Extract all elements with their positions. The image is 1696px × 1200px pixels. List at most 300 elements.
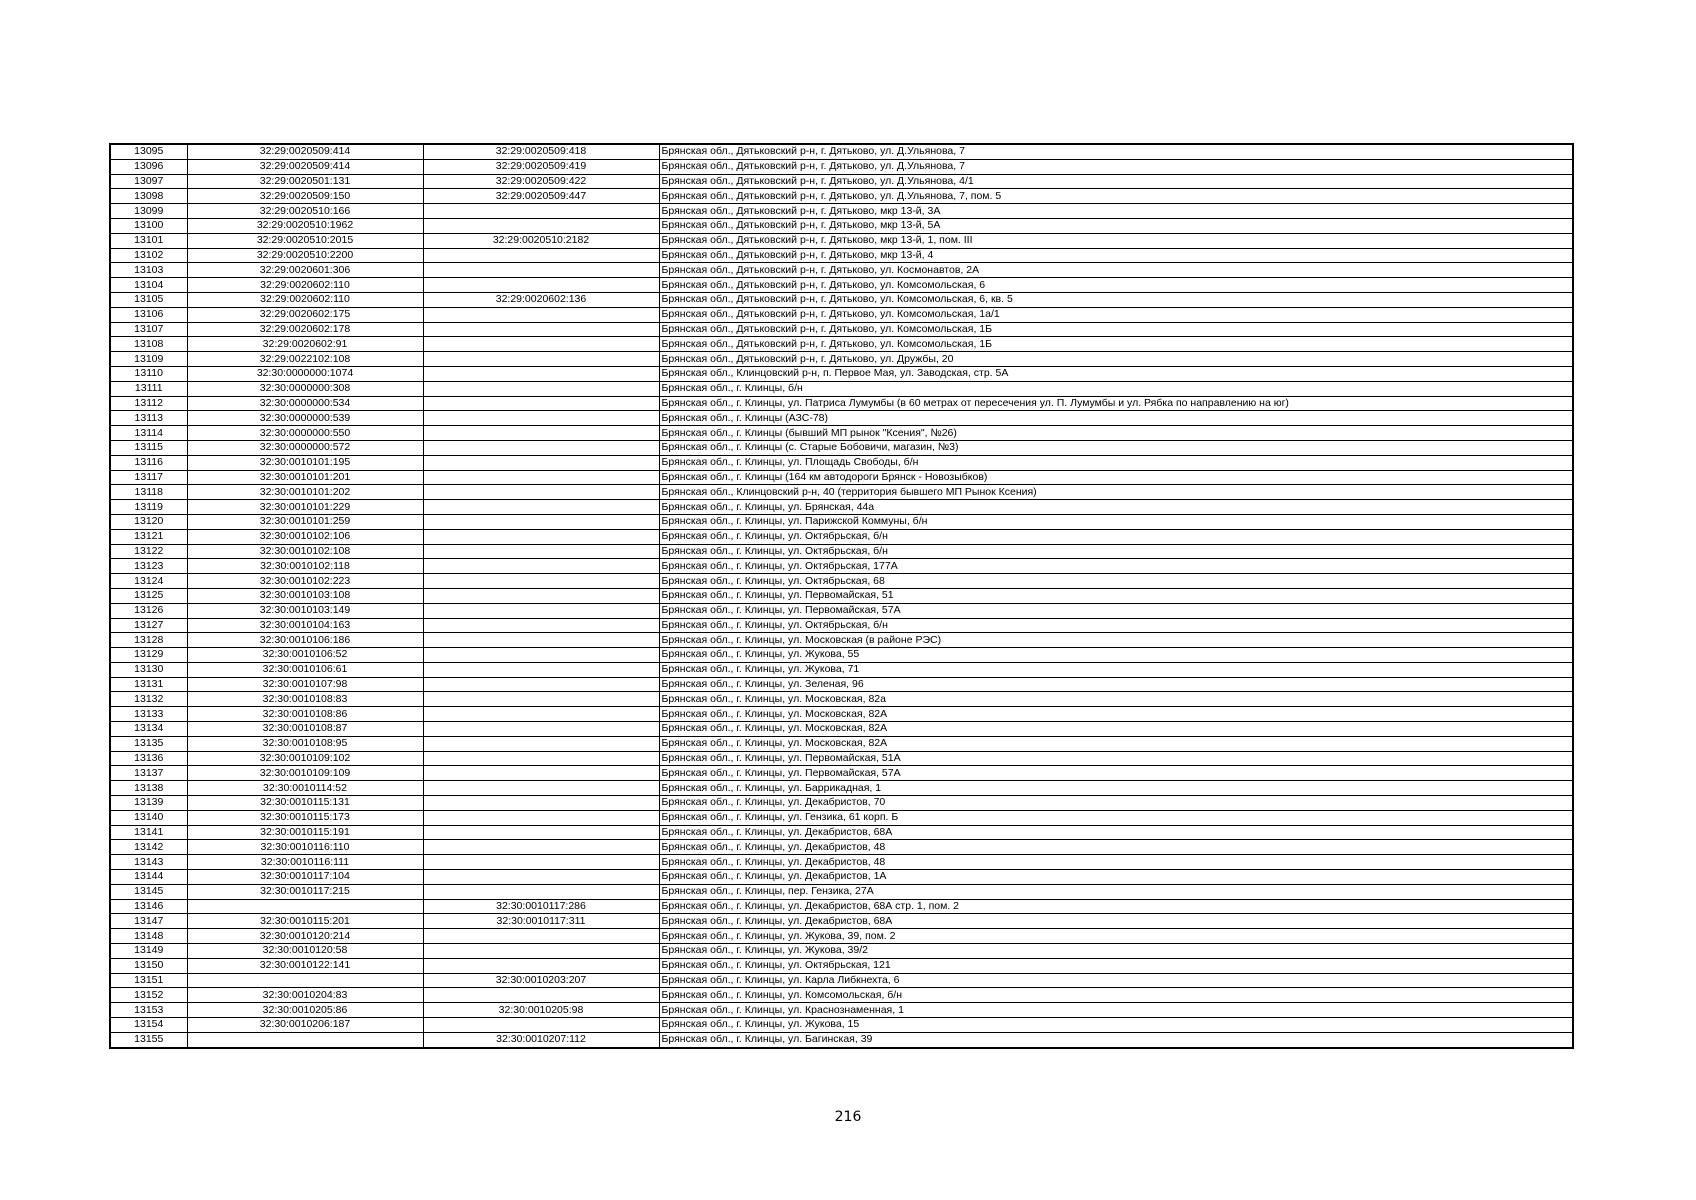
page-number: 216	[834, 1109, 862, 1125]
row-number-cell: 13115	[110, 440, 187, 455]
row-number-cell: 13152	[110, 988, 187, 1003]
linked-cadastral-number-cell	[423, 722, 659, 737]
row-number-cell: 13103	[110, 263, 187, 278]
table-row	[110, 603, 1573, 618]
row-number-cell: 13102	[110, 248, 187, 263]
table-row	[110, 707, 1573, 722]
cadastral-number-cell: 32:30:0010204:83	[187, 988, 423, 1003]
cadastral-number-cell: 32:30:0010108:87	[187, 722, 423, 737]
table-row	[110, 337, 1573, 352]
table-row	[110, 692, 1573, 707]
address-cell: Брянская обл., г. Клинцы, ул. Первомайская, 51	[659, 588, 1573, 603]
table-row	[110, 944, 1573, 959]
table-row	[110, 796, 1573, 811]
address-cell: Брянская обл., г. Клинцы, ул. Октябрьская, 121	[659, 958, 1573, 973]
row-number-cell: 13101	[110, 233, 187, 248]
linked-cadastral-number-cell	[423, 278, 659, 293]
cadastral-number-cell: 32:30:0010104:163	[187, 618, 423, 633]
cadastral-number-cell: 32:30:0010108:83	[187, 692, 423, 707]
linked-cadastral-number-cell	[423, 248, 659, 263]
row-number-cell: 13127	[110, 618, 187, 633]
address-cell: Брянская обл., г. Клинцы, ул. Московская, 82А	[659, 722, 1573, 737]
table-row	[110, 1003, 1573, 1018]
table-row	[110, 322, 1573, 337]
row-number-cell: 13147	[110, 914, 187, 929]
row-number-cell: 13099	[110, 204, 187, 219]
table-row	[110, 810, 1573, 825]
cadastral-number-cell: 32:30:0010205:86	[187, 1003, 423, 1018]
cadastral-number-cell: 32:30:0010101:259	[187, 514, 423, 529]
table-row	[110, 544, 1573, 559]
address-cell: Брянская обл., Дятьковский р-н, г. Дятьково, ул. Комсомольская, 1а/1	[659, 307, 1573, 322]
row-number-cell: 13137	[110, 766, 187, 781]
table-row	[110, 633, 1573, 648]
linked-cadastral-number-cell: 32:30:0010205:98	[423, 1003, 659, 1018]
address-cell: Брянская обл., Дятьковский р-н, г. Дятьково, мкр 13-й, 4	[659, 248, 1573, 263]
table-row	[110, 278, 1573, 293]
row-number-cell: 13129	[110, 648, 187, 663]
table-row	[110, 426, 1573, 441]
cadastral-number-cell: 32:30:0010115:191	[187, 825, 423, 840]
cadastral-number-cell: 32:29:0020509:414	[187, 159, 423, 174]
address-cell: Брянская обл., г. Клинцы, ул. Декабристов, 68А	[659, 914, 1573, 929]
address-cell: Брянская обл., Дятьковский р-н, г. Дятьково, ул. Комсомольская, 6, кв. 5	[659, 292, 1573, 307]
row-number-cell: 13150	[110, 958, 187, 973]
table-row	[110, 559, 1573, 574]
linked-cadastral-number-cell	[423, 988, 659, 1003]
linked-cadastral-number-cell	[423, 870, 659, 885]
address-cell: Брянская обл., г. Клинцы, ул. Зеленая, 96	[659, 677, 1573, 692]
linked-cadastral-number-cell	[423, 574, 659, 589]
row-number-cell: 13112	[110, 396, 187, 411]
cadastral-number-cell: 32:30:0010101:201	[187, 470, 423, 485]
linked-cadastral-number-cell	[423, 426, 659, 441]
row-number-cell: 13142	[110, 840, 187, 855]
table-row	[110, 958, 1573, 973]
linked-cadastral-number-cell	[423, 648, 659, 663]
cadastral-number-cell: 32:29:0020602:91	[187, 337, 423, 352]
row-number-cell: 13119	[110, 500, 187, 515]
row-number-cell: 13144	[110, 870, 187, 885]
address-cell: Брянская обл., г. Клинцы (АЗС-78)	[659, 411, 1573, 426]
cadastral-number-cell: 32:30:0010101:202	[187, 485, 423, 500]
linked-cadastral-number-cell	[423, 352, 659, 367]
row-number-cell: 13139	[110, 796, 187, 811]
address-cell: Брянская обл., г. Клинцы, ул. Московская, 82а	[659, 692, 1573, 707]
linked-cadastral-number-cell	[423, 766, 659, 781]
address-cell: Брянская обл., Дятьковский р-н, г. Дятьково, ул. Комсомольская, 6	[659, 278, 1573, 293]
cadastral-number-cell	[187, 973, 423, 988]
table-row	[110, 144, 1573, 159]
cadastral-number-cell: 32:29:0020510:2200	[187, 248, 423, 263]
cadastral-number-cell: 32:30:0010117:104	[187, 870, 423, 885]
address-cell: Брянская обл., г. Клинцы, ул. Декабристов, 68А стр. 1, пом. 2	[659, 899, 1573, 914]
linked-cadastral-number-cell	[423, 958, 659, 973]
linked-cadastral-number-cell	[423, 588, 659, 603]
table-row	[110, 870, 1573, 885]
linked-cadastral-number-cell	[423, 485, 659, 500]
cadastral-number-cell: 32:30:0010115:173	[187, 810, 423, 825]
cadastral-number-cell	[187, 899, 423, 914]
row-number-cell: 13100	[110, 218, 187, 233]
linked-cadastral-number-cell	[423, 840, 659, 855]
row-number-cell: 13122	[110, 544, 187, 559]
address-cell: Брянская обл., Дятьковский р-н, г. Дятьково, ул. Дружбы, 20	[659, 352, 1573, 367]
cadastral-number-cell: 32:30:0010102:118	[187, 559, 423, 574]
address-cell: Брянская обл., г. Клинцы, ул. Баррикадная, 1	[659, 781, 1573, 796]
address-cell: Брянская обл., Дятьковский р-н, г. Дятьково, мкр 13-й, 1, пом. III	[659, 233, 1573, 248]
table-row	[110, 574, 1573, 589]
linked-cadastral-number-cell	[423, 529, 659, 544]
table-row	[110, 840, 1573, 855]
linked-cadastral-number-cell: 32:29:0020510:2182	[423, 233, 659, 248]
table-row	[110, 263, 1573, 278]
cadastral-number-cell: 32:30:0010101:195	[187, 455, 423, 470]
table-row	[110, 455, 1573, 470]
cadastral-number-cell: 32:30:0010109:109	[187, 766, 423, 781]
address-cell: Брянская обл., г. Клинцы, ул. Карла Либкнехта, 6	[659, 973, 1573, 988]
row-number-cell: 13148	[110, 929, 187, 944]
address-cell: Брянская обл., Дятьковский р-н, г. Дятьково, мкр 13-й, 5А	[659, 218, 1573, 233]
cadastral-number-cell: 32:29:0020510:166	[187, 204, 423, 219]
linked-cadastral-number-cell	[423, 470, 659, 485]
table-row	[110, 736, 1573, 751]
row-number-cell: 13118	[110, 485, 187, 500]
linked-cadastral-number-cell	[423, 884, 659, 899]
table-body	[110, 144, 1573, 1048]
cadastral-number-cell: 32:29:0020510:1962	[187, 218, 423, 233]
table-row	[110, 396, 1573, 411]
linked-cadastral-number-cell: 32:30:0010117:311	[423, 914, 659, 929]
cadastral-number-cell: 32:30:0010101:229	[187, 500, 423, 515]
table-row	[110, 588, 1573, 603]
cadastral-number-cell: 32:30:0010206:187	[187, 1018, 423, 1033]
row-number-cell: 13132	[110, 692, 187, 707]
address-cell: Брянская обл., г. Клинцы, пер. Гензика, 27А	[659, 884, 1573, 899]
table-row	[110, 500, 1573, 515]
cadastral-number-cell: 32:30:0010115:131	[187, 796, 423, 811]
row-number-cell: 13114	[110, 426, 187, 441]
address-cell: Брянская обл., Дятьковский р-н, г. Дятьково, ул. Комсомольская, 1Б	[659, 322, 1573, 337]
row-number-cell: 13135	[110, 736, 187, 751]
table-row	[110, 366, 1573, 381]
table-row	[110, 929, 1573, 944]
linked-cadastral-number-cell: 32:29:0020509:419	[423, 159, 659, 174]
cadastral-number-cell: 32:30:0010114:52	[187, 781, 423, 796]
address-cell: Брянская обл., г. Клинцы (бывший МП рынок "Ксения", №26)	[659, 426, 1573, 441]
linked-cadastral-number-cell	[423, 440, 659, 455]
row-number-cell: 13106	[110, 307, 187, 322]
linked-cadastral-number-cell	[423, 396, 659, 411]
row-number-cell: 13146	[110, 899, 187, 914]
cadastral-number-cell: 32:29:0020602:178	[187, 322, 423, 337]
table-row	[110, 248, 1573, 263]
table-row	[110, 307, 1573, 322]
cadastral-number-cell: 32:30:0010122:141	[187, 958, 423, 973]
linked-cadastral-number-cell	[423, 218, 659, 233]
row-number-cell: 13154	[110, 1018, 187, 1033]
cadastral-number-cell: 32:30:0010107:98	[187, 677, 423, 692]
address-cell: Брянская обл., г. Клинцы, ул. Жукова, 39, пом. 2	[659, 929, 1573, 944]
cadastral-number-cell: 32:30:0000000:534	[187, 396, 423, 411]
address-cell: Брянская обл., г. Клинцы, ул. Первомайская, 57А	[659, 603, 1573, 618]
linked-cadastral-number-cell	[423, 411, 659, 426]
row-number-cell: 13104	[110, 278, 187, 293]
address-cell: Брянская обл., г. Клинцы, ул. Декабристов, 48	[659, 855, 1573, 870]
table-row	[110, 988, 1573, 1003]
address-cell: Брянская обл., Дятьковский р-н, г. Дятьково, ул. Д.Ульянова, 7, пом. 5	[659, 189, 1573, 204]
table-row	[110, 766, 1573, 781]
linked-cadastral-number-cell	[423, 455, 659, 470]
cadastral-number-cell: 32:30:0010103:149	[187, 603, 423, 618]
address-cell: Брянская обл., г. Клинцы, ул. Жукова, 39/2	[659, 944, 1573, 959]
cadastral-number-cell: 32:30:0000000:1074	[187, 366, 423, 381]
address-cell: Брянская обл., г. Клинцы, ул. Октябрьская, б/н	[659, 529, 1573, 544]
table-row	[110, 529, 1573, 544]
table-row	[110, 677, 1573, 692]
linked-cadastral-number-cell	[423, 366, 659, 381]
table-row	[110, 973, 1573, 988]
table-row	[110, 189, 1573, 204]
address-cell: Брянская обл., г. Клинцы, ул. Декабристов, 1А	[659, 870, 1573, 885]
cadastral-number-cell: 32:30:0010106:52	[187, 648, 423, 663]
row-number-cell: 13151	[110, 973, 187, 988]
linked-cadastral-number-cell: 32:30:0010203:207	[423, 973, 659, 988]
linked-cadastral-number-cell	[423, 810, 659, 825]
linked-cadastral-number-cell	[423, 500, 659, 515]
table-row	[110, 899, 1573, 914]
row-number-cell: 13126	[110, 603, 187, 618]
linked-cadastral-number-cell	[423, 796, 659, 811]
cadastral-number-cell: 32:29:0020501:131	[187, 174, 423, 189]
address-cell: Брянская обл., г. Клинцы, ул. Московская, 82А	[659, 736, 1573, 751]
data-table	[109, 143, 1574, 1049]
linked-cadastral-number-cell	[423, 736, 659, 751]
cadastral-number-cell: 32:30:0010120:214	[187, 929, 423, 944]
cadastral-number-cell: 32:30:0010106:186	[187, 633, 423, 648]
address-cell: Брянская обл., г. Клинцы, ул. Московская, 82А	[659, 707, 1573, 722]
address-cell: Брянская обл., г. Клинцы (164 км автодороги Брянск - Новозыбков)	[659, 470, 1573, 485]
linked-cadastral-number-cell: 32:29:0020509:422	[423, 174, 659, 189]
address-cell: Брянская обл., г. Клинцы, ул. Жукова, 15	[659, 1018, 1573, 1033]
linked-cadastral-number-cell	[423, 204, 659, 219]
row-number-cell: 13108	[110, 337, 187, 352]
table-row	[110, 218, 1573, 233]
linked-cadastral-number-cell: 32:30:0010207:112	[423, 1032, 659, 1047]
table-row	[110, 470, 1573, 485]
cadastral-number-cell: 32:29:0020602:110	[187, 292, 423, 307]
cadastral-number-cell: 32:29:0020509:150	[187, 189, 423, 204]
linked-cadastral-number-cell: 32:29:0020602:136	[423, 292, 659, 307]
table-row	[110, 352, 1573, 367]
address-cell: Брянская обл., г. Клинцы, ул. Октябрьская, 68	[659, 574, 1573, 589]
address-cell: Брянская обл., г. Клинцы, ул. Комсомольская, б/н	[659, 988, 1573, 1003]
cadastral-number-cell: 32:30:0010106:61	[187, 662, 423, 677]
cadastral-number-cell: 32:29:0020602:110	[187, 278, 423, 293]
cadastral-number-cell: 32:30:0010120:58	[187, 944, 423, 959]
row-number-cell: 13136	[110, 751, 187, 766]
cadastral-number-cell: 32:30:0010102:108	[187, 544, 423, 559]
table-row	[110, 855, 1573, 870]
table-row	[110, 514, 1573, 529]
linked-cadastral-number-cell	[423, 662, 659, 677]
row-number-cell: 13149	[110, 944, 187, 959]
table-row	[110, 292, 1573, 307]
address-cell: Брянская обл., г. Клинцы, ул. Московская (в районе РЭС)	[659, 633, 1573, 648]
row-number-cell: 13134	[110, 722, 187, 737]
linked-cadastral-number-cell	[423, 633, 659, 648]
table-row	[110, 662, 1573, 677]
linked-cadastral-number-cell	[423, 544, 659, 559]
row-number-cell: 13138	[110, 781, 187, 796]
row-number-cell: 13140	[110, 810, 187, 825]
row-number-cell: 13153	[110, 1003, 187, 1018]
table-row	[110, 174, 1573, 189]
table-row	[110, 411, 1573, 426]
cadastral-number-cell: 32:29:0020601:306	[187, 263, 423, 278]
table-row	[110, 1032, 1573, 1047]
cadastral-number-cell: 32:30:0010108:86	[187, 707, 423, 722]
table-row	[110, 722, 1573, 737]
table-row	[110, 884, 1573, 899]
table-row	[110, 440, 1573, 455]
address-cell: Брянская обл., г. Клинцы, ул. Декабристов, 68А	[659, 825, 1573, 840]
address-cell: Брянская обл., Клинцовский р-н, 40 (территория бывшего МП Рынок Ксения)	[659, 485, 1573, 500]
address-cell: Брянская обл., г. Клинцы, ул. Жукова, 71	[659, 662, 1573, 677]
linked-cadastral-number-cell: 32:29:0020509:447	[423, 189, 659, 204]
cadastral-number-cell: 32:30:0000000:308	[187, 381, 423, 396]
address-cell: Брянская обл., г. Клинцы, ул. Декабристов, 70	[659, 796, 1573, 811]
cadastral-number-cell: 32:30:0010108:95	[187, 736, 423, 751]
table-row	[110, 1018, 1573, 1033]
address-cell: Брянская обл., г. Клинцы, ул. Гензика, 61 корп. Б	[659, 810, 1573, 825]
cadastral-number-cell: 32:30:0010109:102	[187, 751, 423, 766]
row-number-cell: 13128	[110, 633, 187, 648]
row-number-cell: 13145	[110, 884, 187, 899]
cadastral-number-cell: 32:30:0010102:106	[187, 529, 423, 544]
address-cell: Брянская обл., Дятьковский р-н, г. Дятьково, ул. Д.Ульянова, 4/1	[659, 174, 1573, 189]
address-cell: Брянская обл., г. Клинцы, ул. Октябрьская, б/н	[659, 618, 1573, 633]
linked-cadastral-number-cell	[423, 825, 659, 840]
address-cell: Брянская обл., г. Клинцы, ул. Багинская, 39	[659, 1032, 1573, 1047]
linked-cadastral-number-cell	[423, 322, 659, 337]
linked-cadastral-number-cell	[423, 751, 659, 766]
address-cell: Брянская обл., г. Клинцы, ул. Жукова, 55	[659, 648, 1573, 663]
row-number-cell: 13141	[110, 825, 187, 840]
linked-cadastral-number-cell	[423, 1018, 659, 1033]
linked-cadastral-number-cell: 32:30:0010117:286	[423, 899, 659, 914]
address-cell: Брянская обл., г. Клинцы, ул. Октябрьская, 177А	[659, 559, 1573, 574]
cadastral-number-cell: 32:30:0010116:110	[187, 840, 423, 855]
address-cell: Брянская обл., г. Клинцы, ул. Первомайская, 51А	[659, 751, 1573, 766]
cadastral-number-cell: 32:30:0000000:550	[187, 426, 423, 441]
table-row	[110, 204, 1573, 219]
linked-cadastral-number-cell	[423, 618, 659, 633]
table-row	[110, 233, 1573, 248]
address-cell: Брянская обл., г. Клинцы, б/н	[659, 381, 1573, 396]
table-row	[110, 914, 1573, 929]
row-number-cell: 13111	[110, 381, 187, 396]
linked-cadastral-number-cell	[423, 944, 659, 959]
address-cell: Брянская обл., Клинцовский р-н, п. Первое Мая, ул. Заводская, стр. 5А	[659, 366, 1573, 381]
address-cell: Брянская обл., Дятьковский р-н, г. Дятьково, мкр 13-й, 3А	[659, 204, 1573, 219]
linked-cadastral-number-cell	[423, 559, 659, 574]
row-number-cell: 13098	[110, 189, 187, 204]
linked-cadastral-number-cell	[423, 603, 659, 618]
table-row	[110, 381, 1573, 396]
address-cell: Брянская обл., г. Клинцы, ул. Первомайская, 57А	[659, 766, 1573, 781]
row-number-cell: 13120	[110, 514, 187, 529]
cadastral-number-cell: 32:30:0010116:111	[187, 855, 423, 870]
row-number-cell: 13133	[110, 707, 187, 722]
linked-cadastral-number-cell	[423, 855, 659, 870]
address-cell: Брянская обл., г. Клинцы, ул. Патриса Лумумбы (в 60 метрах от пересечения ул. П. Лумумбы и ул. Рябка по направлению на юг)	[659, 396, 1573, 411]
address-cell: Брянская обл., Дятьковский р-н, г. Дятьково, ул. Д.Ульянова, 7	[659, 144, 1573, 159]
row-number-cell: 13109	[110, 352, 187, 367]
cadastral-number-cell: 32:29:0022102:108	[187, 352, 423, 367]
row-number-cell: 13143	[110, 855, 187, 870]
linked-cadastral-number-cell	[423, 692, 659, 707]
linked-cadastral-number-cell	[423, 929, 659, 944]
row-number-cell: 13131	[110, 677, 187, 692]
cadastral-number-cell: 32:30:0010103:108	[187, 588, 423, 603]
address-cell: Брянская обл., г. Клинцы, ул. Декабристов, 48	[659, 840, 1573, 855]
cadastral-number-cell: 32:30:0010117:215	[187, 884, 423, 899]
row-number-cell: 13110	[110, 366, 187, 381]
row-number-cell: 13105	[110, 292, 187, 307]
table-row	[110, 751, 1573, 766]
row-number-cell: 13155	[110, 1032, 187, 1047]
row-number-cell: 13107	[110, 322, 187, 337]
linked-cadastral-number-cell: 32:29:0020509:418	[423, 144, 659, 159]
cadastral-number-cell: 32:30:0000000:572	[187, 440, 423, 455]
address-cell: Брянская обл., г. Клинцы, ул. Площадь Свободы, б/н	[659, 455, 1573, 470]
address-cell: Брянская обл., г. Клинцы (с. Старые Бобовичи, магазин, №3)	[659, 440, 1573, 455]
address-cell: Брянская обл., Дятьковский р-н, г. Дятьково, ул. Д.Ульянова, 7	[659, 159, 1573, 174]
linked-cadastral-number-cell	[423, 381, 659, 396]
row-number-cell: 13113	[110, 411, 187, 426]
cadastral-number-cell: 32:29:0020509:414	[187, 144, 423, 159]
address-cell: Брянская обл., г. Клинцы, ул. Парижской Коммуны, б/н	[659, 514, 1573, 529]
cadastral-number-cell: 32:30:0010102:223	[187, 574, 423, 589]
table-row	[110, 159, 1573, 174]
address-cell: Брянская обл., г. Клинцы, ул. Краснознаменная, 1	[659, 1003, 1573, 1018]
linked-cadastral-number-cell	[423, 307, 659, 322]
cadastral-number-cell: 32:30:0010115:201	[187, 914, 423, 929]
row-number-cell: 13117	[110, 470, 187, 485]
table-row	[110, 781, 1573, 796]
linked-cadastral-number-cell	[423, 263, 659, 278]
table-row	[110, 648, 1573, 663]
row-number-cell: 13097	[110, 174, 187, 189]
linked-cadastral-number-cell	[423, 337, 659, 352]
table-row	[110, 825, 1573, 840]
address-cell: Брянская обл., г. Клинцы, ул. Брянская, 44а	[659, 500, 1573, 515]
row-number-cell: 13130	[110, 662, 187, 677]
address-cell: Брянская обл., Дятьковский р-н, г. Дятьково, ул. Комсомольская, 1Б	[659, 337, 1573, 352]
linked-cadastral-number-cell	[423, 677, 659, 692]
address-cell: Брянская обл., г. Клинцы, ул. Октябрьская, б/н	[659, 544, 1573, 559]
cadastral-number-cell: 32:30:0000000:539	[187, 411, 423, 426]
cadastral-number-cell: 32:29:0020602:175	[187, 307, 423, 322]
linked-cadastral-number-cell	[423, 707, 659, 722]
row-number-cell: 13124	[110, 574, 187, 589]
row-number-cell: 13125	[110, 588, 187, 603]
row-number-cell: 13096	[110, 159, 187, 174]
row-number-cell: 13095	[110, 144, 187, 159]
table-row	[110, 485, 1573, 500]
cadastral-number-cell	[187, 1032, 423, 1047]
